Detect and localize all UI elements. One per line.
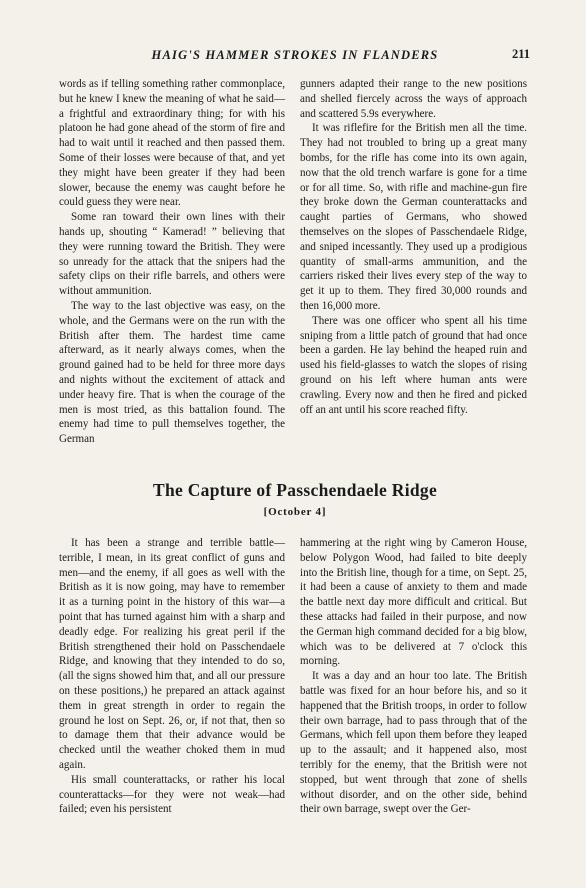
- paragraph: It was riflefire for the British men all the time. They had not troubled to bring up a great many bombs, for the rifle has come into its own again, now that the old trench warfare is gone for a time or for all time. So, with rifle and machine-gun fire they broke down the German counterattacks and caught parties of Germans, who showed themselves on the slopes of Passchendaele Ridge, and sniped incessantly. They used up a prodigious quantity of small-arms ammunition, and the carriers risked their lives every step of the way to get it up to them. They fired 30,000 rounds and then 16,000 more.: [300, 122, 527, 312]
- page-number: 211: [511, 47, 530, 61]
- paragraph: words as if telling something rather commonplace, but he knew I knew the meaning of what he said—a frightful and extraordinary thing; for with his platoon he had gone ahead of the storm of fire and had to wait until it reached and then passed them. Some of their losses were because of that, and yet they might have been greater if they had been slower, because the enemy was caught before he could guess they were near.: [59, 78, 285, 209]
- top-left-column: [59, 77, 285, 447]
- paragraph: There was one officer who spent all his time sniping from a little patch of ground that had once been a garden. He lay behind the heaped ruin and used his field-glasses to watch the slopes of rising ground on his left where human ants were crawling. Every now and then he fired and picked off an ant until his score reached fifty.: [300, 314, 527, 416]
- paragraph: Some ran toward their own lines with their hands up, shouting “ Kamerad! ” believing that they were running toward the British. They were so unready for the attack that the snipers had the safety clips on their rifle barrels, and others were without ammunition.: [59, 211, 285, 298]
- section-date: [October 4]: [263, 506, 327, 518]
- running-head: [60, 46, 530, 66]
- paragraph: hammering at the right wing by Cameron House, below Polygon Wood, had failed to bite deeply into the British line, though for a time, on Sept. 25, it had been a cause of anxiety to them and made the battle next day more difficult and critical. But these attacks had failed in their purpose, and now the German high command decided for a big blow, which was to be delivered at 7 o'clock this morning.: [300, 537, 527, 668]
- top-right-column: [300, 77, 527, 417]
- paragraph: The way to the last objective was easy, on the whole, and the Germans were on the run with the British after them. The hardest time came afterward, as it nearly always comes, when the ground gained had to be held for three more days and nights without the excitement of attack and under heavy fire. That is when the courage of the men is most tried, as this battalion found. The enemy had time to pull themselves together, the German: [59, 299, 285, 446]
- paragraph: gunners adapted their range to the new positions and shelled fiercely across the ways of approach and scattered 5.9s everywhere.: [300, 78, 527, 120]
- paragraph: His small counterattacks, or rather his local counterattacks—for they were not weak—had failed; even his persistent: [59, 773, 285, 816]
- section-title: The Capture of Passchendaele Ridge: [152, 480, 438, 500]
- paragraph: It was a day and an hour too late. The British battle was fixed for an hour before his, and so it happened that the British troops, in order to follow their own barrage, had to pass through that of the Germans, which fell upon them before they leaped up to the assault; and it happened also, most terribly for the enemy, that the British were not stopped, but went through that zone of shells without disorder, and on the other side, behind their own barrage, swept over the Ger-: [300, 670, 527, 816]
- bottom-right-column: [300, 536, 527, 817]
- paragraph: It has been a strange and terrible battle—terrible, I mean, in its great conflict of guns and men—and the enemy, if all goes as well with the British as it is now going, may have to remember it as a turning point in the history of this war—a point that has turned against him with a sharp and deadly edge. For realizing his great peril if the British strengthened their hold on Passchendaele Ridge, and knowing that they intended to do so, (all the signs showed him that, and all our pressure on these positions,) he prepared an attack against them in great strength in order to regain the ground he lost on Sept. 26, or, if not that, then so to damage them that their advance would be checked until the weather choked them in mud again.: [59, 537, 285, 771]
- bottom-left-column: [59, 536, 285, 817]
- running-title: HAIG'S HAMMER STROKES IN FLANDERS: [151, 48, 439, 62]
